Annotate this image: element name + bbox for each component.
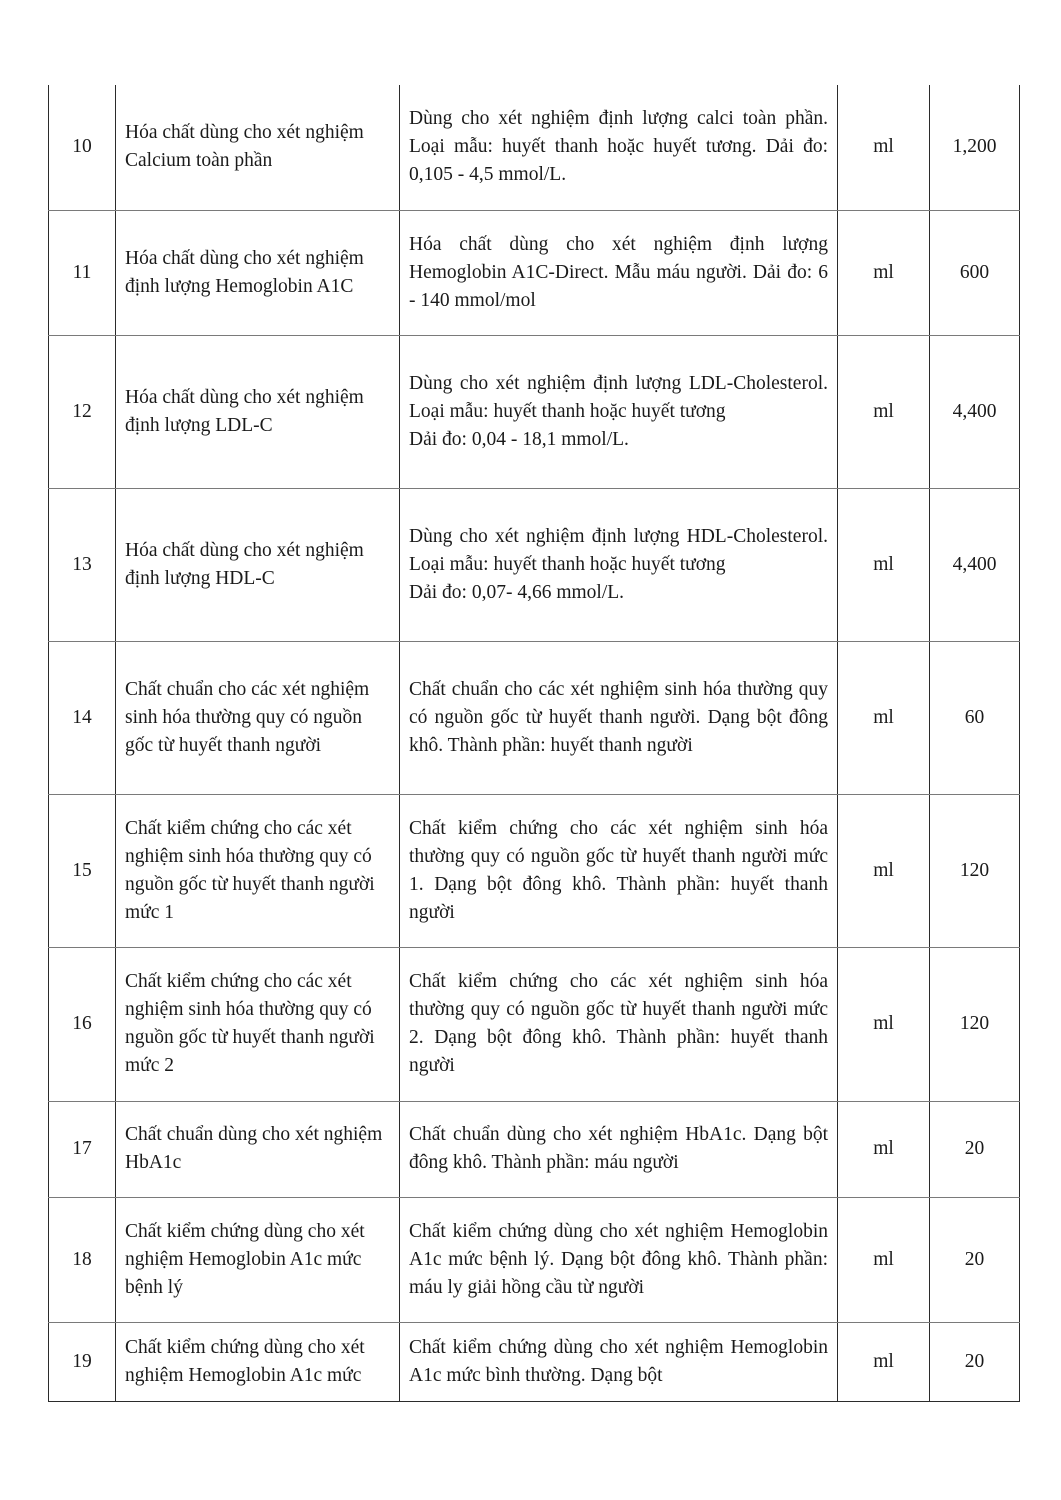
row-number: 13 [49, 488, 116, 641]
item-quantity: 20 [930, 1322, 1020, 1401]
item-description: Chất chuẩn cho các xét nghiệm sinh hóa thường quy có nguồn gốc từ huyết thanh người. Dạng bột đông khô. Thành phần: huyết thanh người [400, 641, 838, 794]
item-quantity: 4,400 [930, 335, 1020, 488]
item-name: Chất kiểm chứng dùng cho xét nghiệm Hemoglobin A1c mức [116, 1322, 400, 1401]
table-row [49, 488, 1020, 641]
item-name: Chất kiểm chứng cho các xét nghiệm sinh hóa thường quy có nguồn gốc từ huyết thanh người mức 1 [116, 794, 400, 947]
item-unit: ml [838, 210, 930, 335]
item-description: Dùng cho xét nghiệm định lượng LDL-Cholesterol. Loại mẫu: huyết thanh hoặc huyết tương Dải đo: 0,04 - 18,1 mmol/L. [400, 335, 838, 488]
item-unit: ml [838, 1322, 930, 1401]
item-quantity: 120 [930, 794, 1020, 947]
item-unit: ml [838, 641, 930, 794]
row-number: 18 [49, 1197, 116, 1322]
item-quantity: 4,400 [930, 488, 1020, 641]
item-unit: ml [838, 335, 930, 488]
table-row [49, 1197, 1020, 1322]
row-number: 10 [49, 85, 116, 210]
item-unit: ml [838, 488, 930, 641]
table-row [49, 794, 1020, 947]
row-number: 17 [49, 1101, 116, 1197]
table-row [49, 335, 1020, 488]
row-number: 15 [49, 794, 116, 947]
item-description: Chất kiểm chứng cho các xét nghiệm sinh hóa thường quy có nguồn gốc từ huyết thanh người mức 1. Dạng bột đông khô. Thành phần: huyết thanh người [400, 794, 838, 947]
item-name: Hóa chất dùng cho xét nghiệm định lượng Hemoglobin A1C [116, 210, 400, 335]
item-quantity: 120 [930, 947, 1020, 1101]
item-unit: ml [838, 947, 930, 1101]
item-name: Hóa chất dùng cho xét nghiệm định lượng LDL-C [116, 335, 400, 488]
table-row [49, 1322, 1020, 1401]
table-row [49, 210, 1020, 335]
item-description: Chất kiểm chứng dùng cho xét nghiệm Hemoglobin A1c mức bệnh lý. Dạng bột đông khô. Thành phần: máu ly giải hồng cầu từ người [400, 1197, 838, 1322]
item-quantity: 20 [930, 1101, 1020, 1197]
item-name: Chất kiểm chứng cho các xét nghiệm sinh hóa thường quy có nguồn gốc từ huyết thanh người mức 2 [116, 947, 400, 1101]
item-name: Chất chuẩn cho các xét nghiệm sinh hóa thường quy có nguồn gốc từ huyết thanh người [116, 641, 400, 794]
row-number: 12 [49, 335, 116, 488]
item-description: Chất kiểm chứng cho các xét nghiệm sinh hóa thường quy có nguồn gốc từ huyết thanh người mức 2. Dạng bột đông khô. Thành phần: huyết thanh người [400, 947, 838, 1101]
item-unit: ml [838, 794, 930, 947]
item-description: Hóa chất dùng cho xét nghiệm định lượng Hemoglobin A1C-Direct. Mẫu máu người. Dải đo: 6 - 140 mmol/mol [400, 210, 838, 335]
item-description: Dùng cho xét nghiệm định lượng calci toàn phần. Loại mẫu: huyết thanh hoặc huyết tương. Dải đo: 0,105 - 4,5 mmol/L. [400, 85, 838, 210]
table-row [49, 641, 1020, 794]
row-number: 19 [49, 1322, 116, 1401]
row-number: 14 [49, 641, 116, 794]
table-row [49, 1101, 1020, 1197]
item-name: Chất chuẩn dùng cho xét nghiệm HbA1c [116, 1101, 400, 1197]
table-row [49, 947, 1020, 1101]
item-quantity: 20 [930, 1197, 1020, 1322]
item-description: Dùng cho xét nghiệm định lượng HDL-Cholesterol. Loại mẫu: huyết thanh hoặc huyết tương Dải đo: 0,07- 4,66 mmol/L. [400, 488, 838, 641]
row-number: 11 [49, 210, 116, 335]
item-unit: ml [838, 1197, 930, 1322]
item-name: Hóa chất dùng cho xét nghiệm Calcium toàn phần [116, 85, 400, 210]
item-description: Chất kiểm chứng dùng cho xét nghiệm Hemoglobin A1c mức bình thường. Dạng bột [400, 1322, 838, 1401]
item-quantity: 60 [930, 641, 1020, 794]
item-name: Chất kiểm chứng dùng cho xét nghiệm Hemoglobin A1c mức bệnh lý [116, 1197, 400, 1322]
row-number: 16 [49, 947, 116, 1101]
item-name: Hóa chất dùng cho xét nghiệm định lượng HDL-C [116, 488, 400, 641]
table-row [49, 85, 1020, 210]
item-quantity: 1,200 [930, 85, 1020, 210]
item-quantity: 600 [930, 210, 1020, 335]
item-unit: ml [838, 1101, 930, 1197]
specification-table [48, 85, 1020, 1402]
item-unit: ml [838, 85, 930, 210]
item-description: Chất chuẩn dùng cho xét nghiệm HbA1c. Dạng bột đông khô. Thành phần: máu người [400, 1101, 838, 1197]
